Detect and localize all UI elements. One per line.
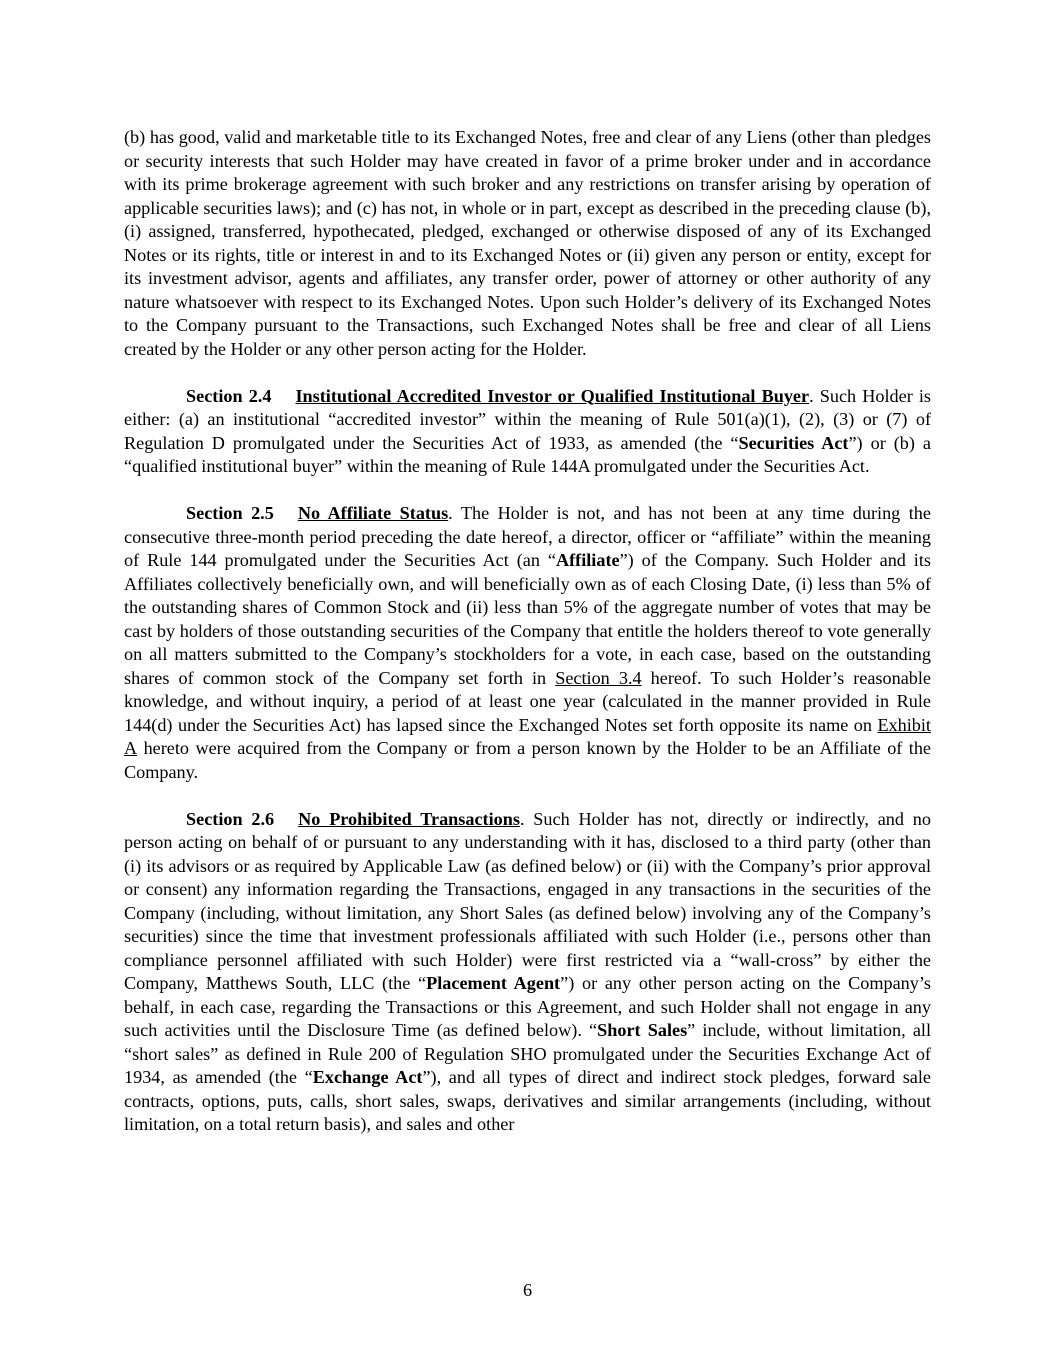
paragraph-text: (b) has good, valid and marketable title to its Exchanged Notes, free and clear of any Liens (other than pledges or security interests that such Holder may have created in favor of a prime broker under and in accordance with its prime brokerage agreement with such broker and any restrictions on transfer arising by operation of applicable securities laws); and (c) has not, in whole or in part, except as described in the preceding clause (b), (i) assigned, transferred, hypothecated, pledged, exchanged or otherwise disposed of any of its Exchanged Notes or its rights, title or interest in and to its Exchanged Notes or (ii) given any person or entity, except for its investment advisor, agents and affiliates, any transfer order, power of attorney or other authority of any nature whatsoever with respect to its Exchanged Notes. Upon such Holder’s delivery of its Exchanged Notes to the Company pursuant to the Transactions, such Exchanged Notes shall be free and clear of all Liens created by the Holder or any other person acting for the Holder. xyxy=(124,127,931,359)
defined-term: Affiliate xyxy=(555,550,620,570)
section-heading: No Affiliate Status xyxy=(297,503,449,523)
document-page xyxy=(124,126,931,1160)
section-number: Section 2.5 xyxy=(186,503,274,523)
paragraph-continuation xyxy=(124,126,931,361)
section-text: ” include, without limitation, all “short sales” as defined in Rule 200 of Regulation SHO promulgated under the Securities Exchange Act of 1934, as amended (the “ xyxy=(124,1020,931,1087)
section-2-5 xyxy=(124,502,931,784)
exhibit-reference: Exhibit A xyxy=(124,714,931,758)
section-text: hereof. To such Holder’s reasonable knowledge, and without inquiry, a period of at least one year (calculated in the manner provided in Rule 144(d) under the Securities Act) has lapsed since the Exchanged Notes set forth opposite its name on xyxy=(124,667,931,735)
section-text: ”), and all types of direct and indirect stock pledges, forward sale contracts, options, puts, calls, short sales, swaps, derivatives and similar arrangements (including, without limitation, on a total return basis), and sales and other xyxy=(124,1067,931,1134)
section-text: . Such Holder has not, directly or indirectly, and no person acting on behalf of or pursuant to any understanding with it has, disclosed to a third party (other than (i) its advisors or as required by Applicable Law (as defined below) or (ii) with the Company’s prior approval or consent) any information regarding the Transactions, engaged in any transactions in the securities of the Company (including, without limitation, any Short Sales (as defined below) involving any of the Company’s securities) since the time that investment professionals affiliated with such Holder (i.e., persons other than compliance personnel affiliated with such Holder) were first restricted via a “wall-cross” by either the Company, Matthews South, LLC (the “ xyxy=(124,808,931,993)
section-2-6 xyxy=(124,808,931,1137)
section-number: Section 2.6 xyxy=(186,808,275,829)
section-text: . The Holder is not, and has not been at any time during the consecutive three-month period preceding the date hereof, a director, officer or “affiliate” within the meaning of Rule 144 promulgated under the Securities Act (an “ xyxy=(124,503,931,570)
defined-term: Securities Act xyxy=(738,432,849,453)
section-text: ”) of the Company. Such Holder and its Affiliates collectively beneficially own, and will beneficially own as of each Closing Date, (i) less than 5% of the outstanding shares of Common Stock and (ii) less than 5% of the aggregate number of votes that may be cast by holders of those outstanding securities of the Company that entitle the holders thereof to vote generally on all matters submitted to the Company’s stockholders for a vote, in each case, based on the outstanding shares of common stock of the Company set forth in xyxy=(124,550,931,688)
section-text: hereto were acquired from the Company or from a person known by the Holder to be an Affiliate of the Company. xyxy=(124,738,931,782)
page-number: 6 xyxy=(522,1280,533,1300)
defined-term: Placement Agent xyxy=(426,973,561,993)
section-2-4 xyxy=(124,385,931,479)
section-heading: Institutional Accredited Investor or Qualified Institutional Buyer xyxy=(295,385,810,406)
cross-reference: Section 3.4 xyxy=(555,667,642,688)
defined-term: Exchange Act xyxy=(312,1067,423,1087)
section-number: Section 2.4 xyxy=(186,385,272,406)
section-text: ”) or (b) a “qualified institutional buyer” within the meaning of Rule 144A promulgated under the Securities Act. xyxy=(124,432,931,476)
defined-term: Short Sales xyxy=(597,1020,688,1040)
section-heading: No Prohibited Transactions xyxy=(298,808,520,829)
section-text: . Such Holder is either: (a) an institutional “accredited investor” within the meaning of Rule 501(a)(1), (2), (3) or (7) of Regulation D promulgated under the Securities Act of 1933, as amended (the “ xyxy=(124,385,931,453)
section-text: ”) or any other person acting on the Company’s behalf, in each case, regarding the Transactions or this Agreement, and such Holder shall not engage in any such activities until the Disclosure Time (as defined below). “ xyxy=(124,973,931,1040)
